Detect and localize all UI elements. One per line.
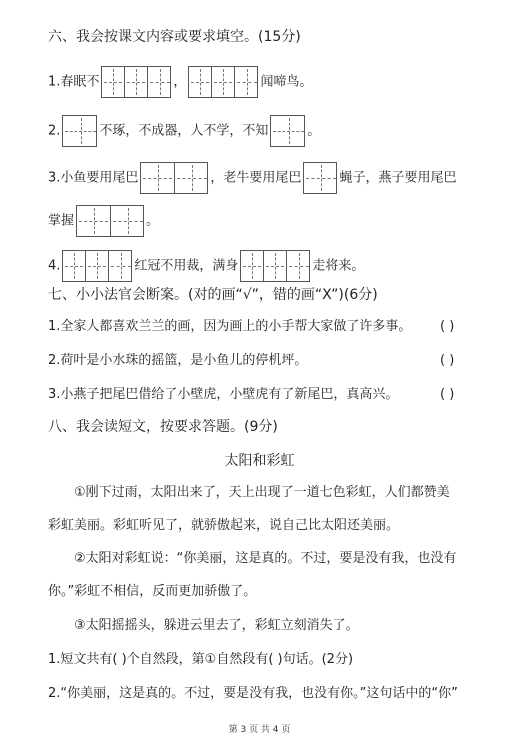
passage-paragraph-1-cont: 彩虹美丽。彩虹听见了，就骄傲起来，说自己比太阳还美丽。 (48, 518, 400, 533)
section-6-heading: 六、我会按课文内容或要求填空。(15分) (48, 29, 301, 45)
answer-grid[interactable] (140, 162, 208, 194)
question-6-2 (48, 115, 320, 147)
section-8-heading: 八、我会读短文，按要求答题。(9分) (48, 419, 278, 435)
question-text: 。 (307, 123, 321, 139)
question-text: 掌握 (48, 213, 75, 229)
passage-paragraph-3: ③太阳摇摇头，躲进云里去了，彩虹立刻消失了。 (74, 618, 359, 633)
item-text: 3.小燕子把尾巴借给了小壁虎，小壁虎有了新尾巴，真高兴。 (48, 387, 399, 402)
question-text: 小鱼要用尾巴 (60, 170, 139, 186)
answer-grid[interactable] (101, 66, 171, 98)
answer-grid[interactable] (62, 250, 132, 282)
question-text: 红冠不用裁，满身 (134, 258, 239, 274)
answer-paren[interactable]: ( ) (440, 353, 455, 368)
question-number: 3. (48, 170, 61, 186)
question-text: ，老牛要用尾巴 (210, 170, 302, 186)
item-text: 1.全家人都喜欢兰兰的画，因为画上的小手帮大家做了许多事。 (48, 319, 412, 334)
question-text: 走将来。 (312, 258, 365, 274)
answer-grid[interactable] (270, 115, 305, 147)
question-number: 2. (48, 123, 61, 139)
judgement-item-3 (48, 386, 488, 404)
question-6-4 (48, 250, 364, 282)
judgement-item-1 (48, 318, 488, 336)
question-text: ， (173, 74, 187, 90)
question-text: 不琢，不成器，人不学，不知 (99, 123, 269, 139)
answer-grid[interactable] (76, 205, 144, 237)
question-text: 闻啼鸟。 (260, 74, 313, 90)
passage-title: 太阳和彩虹 (224, 453, 295, 469)
question-6-3-continued (48, 205, 159, 237)
passage-paragraph-1: ①刚下过雨，太阳出来了，天上出现了一道七色彩虹，人们都赞美 (74, 485, 450, 500)
question-text: 。 (146, 213, 160, 229)
item-text: 2.荷叶是小水珠的摇篮，是小鱼儿的停机坪。 (48, 353, 308, 368)
answer-grid[interactable] (303, 162, 337, 194)
passage-paragraph-2: ②太阳对彩虹说：“你美丽，这是真的。不过，要是没有我，也没有 (74, 551, 457, 566)
passage-paragraph-2-cont: 你。”彩虹不相信，反而更加骄傲了。 (48, 584, 257, 599)
page-number: 第 3 页 共 4 页 (228, 725, 291, 735)
answer-grid[interactable] (188, 66, 258, 98)
answer-paren[interactable]: ( ) (440, 387, 455, 402)
question-text: 春眠不 (60, 74, 100, 90)
reading-question-2: 2.“你美丽，这是真的。不过，要是没有我，也没有你。”这句话中的“你” (48, 686, 458, 701)
answer-grid[interactable] (240, 250, 310, 282)
question-number: 1. (48, 74, 61, 90)
question-6-1 (48, 66, 312, 98)
question-text: 蝇子，燕子要用尾巴 (339, 170, 457, 186)
answer-paren[interactable]: ( ) (440, 319, 455, 334)
question-6-3 (48, 162, 456, 194)
section-7-heading: 七、小小法官会断案。(对的画“√”，错的画“X”)(6分) (48, 287, 378, 303)
judgement-item-2 (48, 352, 488, 370)
question-number: 4. (48, 258, 61, 274)
reading-question-1: 1.短文共有( )个自然段，第①自然段有( )句话。(2分) (48, 652, 354, 667)
answer-grid[interactable] (62, 115, 97, 147)
